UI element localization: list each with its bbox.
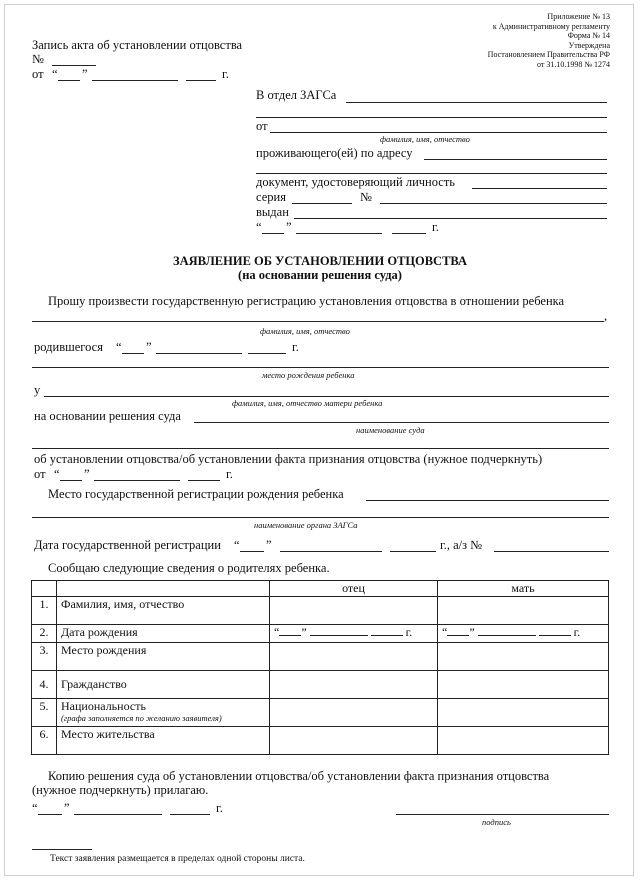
address-field-2[interactable]	[256, 173, 607, 174]
signing-day-field[interactable]	[38, 814, 62, 815]
comma: ,	[604, 309, 608, 323]
issued-year-field[interactable]	[392, 233, 426, 234]
birth-year-field[interactable]	[248, 353, 286, 354]
quote-open: “	[52, 67, 58, 81]
act-number-field[interactable]	[494, 551, 609, 552]
year-suffix: г.	[573, 625, 581, 639]
year-suffix: г.	[222, 67, 229, 81]
decision-date-from: от	[34, 467, 46, 481]
applicant-fio-field[interactable]	[270, 132, 607, 133]
signing-month-field[interactable]	[74, 814, 162, 815]
registration-year-field[interactable]	[390, 551, 436, 552]
mother-fio-caption: фамилия, имя, отчество матери ребенка	[232, 398, 383, 408]
decision-year-field[interactable]	[188, 480, 220, 481]
registration-place-label: Место государственной регистрации рождения ребенка	[48, 487, 344, 501]
series-field[interactable]	[292, 203, 352, 204]
copy-text-line1: Копию решения суда об установлении отцовства/об установлении факта признания отцовства	[48, 769, 550, 783]
form-header-note	[488, 12, 610, 69]
address-field[interactable]	[424, 159, 607, 160]
row-note: (графа заполняется по желанию заявителя)	[61, 713, 222, 723]
quote-open: “	[234, 538, 240, 552]
mother-nationality-cell[interactable]	[438, 699, 609, 727]
to-office-label: В отдел ЗАГСа	[256, 88, 337, 102]
signature-field[interactable]	[396, 814, 609, 815]
parents-info-text: Сообщаю следующие сведения о родителях ребенка.	[48, 561, 330, 575]
quote-close: ”	[469, 625, 475, 639]
registration-month-field[interactable]	[280, 551, 382, 552]
act-record-title: Запись акта об установлении отцовства	[32, 38, 243, 52]
request-text: Прошу произвести государственную регистрацию установления отцовства в отношении ребенка	[48, 294, 565, 308]
act-record-number-field[interactable]	[52, 65, 96, 66]
quote-open: “	[32, 801, 38, 815]
mother-citizenship-cell[interactable]	[438, 671, 609, 699]
table-row	[32, 727, 609, 755]
from-label: от	[256, 119, 268, 133]
zags-office-field[interactable]	[346, 102, 607, 103]
header-note-line: Постановлением Правительства РФ	[487, 50, 610, 59]
issued-day-field[interactable]	[262, 233, 284, 234]
table-row	[32, 643, 609, 671]
row-label: Национальность	[61, 699, 146, 713]
birth-month-field[interactable]	[156, 353, 242, 354]
quote-close: ”	[301, 625, 307, 639]
decision-day-field[interactable]	[60, 480, 82, 481]
series-label: серия	[256, 190, 286, 204]
father-fio-cell[interactable]	[270, 597, 438, 625]
copy-text-line2: (нужное подчеркнуть) прилагаю.	[32, 783, 209, 797]
court-basis-label: на основании решения суда	[34, 409, 181, 423]
born-label: родившегося	[34, 340, 103, 354]
row-label: Фамилия, имя, отчество	[57, 597, 270, 625]
number-label: №	[360, 190, 372, 204]
year-suffix: г.	[216, 801, 223, 815]
establish-text: об установлении отцовства/об установлении факта признания отцовства (нужное подчеркнуть)	[34, 452, 543, 466]
form-subtitle: (на основании решения суда)	[238, 268, 402, 282]
header-note-line: к Административному регламенту	[492, 21, 610, 31]
id-number-field[interactable]	[380, 203, 607, 204]
row-label: Гражданство	[57, 671, 270, 699]
year-suffix: г.	[226, 467, 233, 481]
quote-open: “	[54, 467, 60, 481]
table-row	[32, 597, 609, 625]
quote-open: “	[116, 340, 122, 354]
court-name-field[interactable]	[194, 422, 609, 423]
addressee-extra-line[interactable]	[256, 117, 607, 118]
quote-open: “	[256, 220, 262, 234]
table-row	[32, 625, 609, 643]
father-birthplace-cell[interactable]	[270, 643, 438, 671]
id-document-label: документ, удостоверяющий личность	[256, 175, 456, 189]
row-number: 4.	[32, 671, 57, 699]
act-record-day-field[interactable]	[58, 80, 80, 81]
quote-close: ”	[266, 538, 272, 552]
father-nationality-cell[interactable]	[270, 699, 438, 727]
header-father: отец	[270, 581, 438, 597]
table-row	[32, 671, 609, 699]
birth-day-field[interactable]	[122, 353, 144, 354]
header-note-line: Форма № 14	[567, 31, 610, 40]
header-num-cell	[32, 581, 57, 597]
mother-residence-cell[interactable]	[438, 727, 609, 755]
quote-close: ”	[64, 801, 70, 815]
footnote-separator	[32, 849, 92, 850]
row-label-cell	[57, 699, 270, 727]
mother-birthdate-cell[interactable]	[438, 625, 609, 643]
registration-place-field[interactable]	[366, 500, 609, 501]
header-mother: мать	[438, 581, 609, 597]
applicant-fio-caption: фамилия, имя, отчество	[380, 134, 470, 144]
mother-birthplace-cell[interactable]	[438, 643, 609, 671]
signature-caption: подпись	[482, 817, 511, 827]
father-citizenship-cell[interactable]	[270, 671, 438, 699]
issued-month-field[interactable]	[296, 233, 382, 234]
act-record-date-from: от	[32, 67, 44, 81]
table-row	[32, 699, 609, 727]
registration-date-label: Дата государственной регистрации	[34, 538, 221, 552]
row-label: Место жительства	[57, 727, 270, 755]
court-name-field-2[interactable]	[32, 448, 609, 449]
zags-caption: наименование органа ЗАГСа	[254, 520, 358, 530]
quote-open: “	[274, 625, 280, 639]
header-note-line: Утверждена	[568, 40, 610, 50]
year-suffix: г.	[405, 625, 413, 639]
row-number: 3.	[32, 643, 57, 671]
issued-by-field[interactable]	[294, 218, 607, 219]
signing-year-field[interactable]	[170, 814, 210, 815]
id-document-field[interactable]	[472, 188, 607, 189]
father-birthdate-cell[interactable]	[270, 625, 438, 643]
act-record-year-field[interactable]	[186, 80, 216, 81]
row-number: 6.	[32, 727, 57, 755]
row-number: 1.	[32, 597, 57, 625]
decision-month-field[interactable]	[94, 480, 180, 481]
header-note-line: от 31.10.1998 № 1274	[536, 59, 610, 69]
act-record-number-label: №	[32, 52, 44, 66]
registration-place-field-2[interactable]	[32, 517, 609, 518]
birthplace-field[interactable]	[32, 367, 609, 368]
child-fio-caption: фамилия, имя, отчество	[260, 326, 350, 336]
mother-fio-cell[interactable]	[438, 597, 609, 625]
year-suffix: г.	[432, 220, 439, 234]
residing-label: проживающего(ей) по адресу	[256, 146, 413, 160]
quote-open: “	[442, 625, 448, 639]
quote-close: ”	[146, 340, 152, 354]
registration-day-field[interactable]	[240, 551, 264, 552]
header-label-cell	[57, 581, 270, 597]
child-fio-field[interactable]	[32, 321, 604, 322]
birthplace-caption: место рождения ребенка	[262, 370, 355, 380]
row-label: Дата рождения	[57, 625, 270, 643]
year-suffix: г.	[292, 340, 299, 354]
row-number: 5.	[32, 699, 57, 727]
table-header-row	[32, 581, 609, 597]
parents-table	[31, 580, 609, 755]
quote-close: ”	[286, 220, 292, 234]
court-name-caption: наименование суда	[356, 425, 425, 435]
form-title: ЗАЯВЛЕНИЕ ОБ УСТАНОВЛЕНИИ ОТЦОВСТВА	[172, 254, 467, 268]
u-label: у	[34, 383, 41, 397]
act-record-month-field[interactable]	[92, 80, 178, 81]
quote-close: ”	[82, 67, 88, 81]
father-residence-cell[interactable]	[270, 727, 438, 755]
mother-fio-field[interactable]	[44, 396, 609, 397]
header-note-line: Приложение № 13	[547, 12, 610, 21]
quote-close: ”	[84, 467, 90, 481]
row-number: 2.	[32, 625, 57, 643]
act-number-label: г., а/з №	[440, 538, 483, 552]
issued-label: выдан	[256, 205, 289, 219]
row-label: Место рождения	[57, 643, 270, 671]
footnote-text: Текст заявления размещается в пределах одной стороны листа.	[50, 854, 305, 864]
